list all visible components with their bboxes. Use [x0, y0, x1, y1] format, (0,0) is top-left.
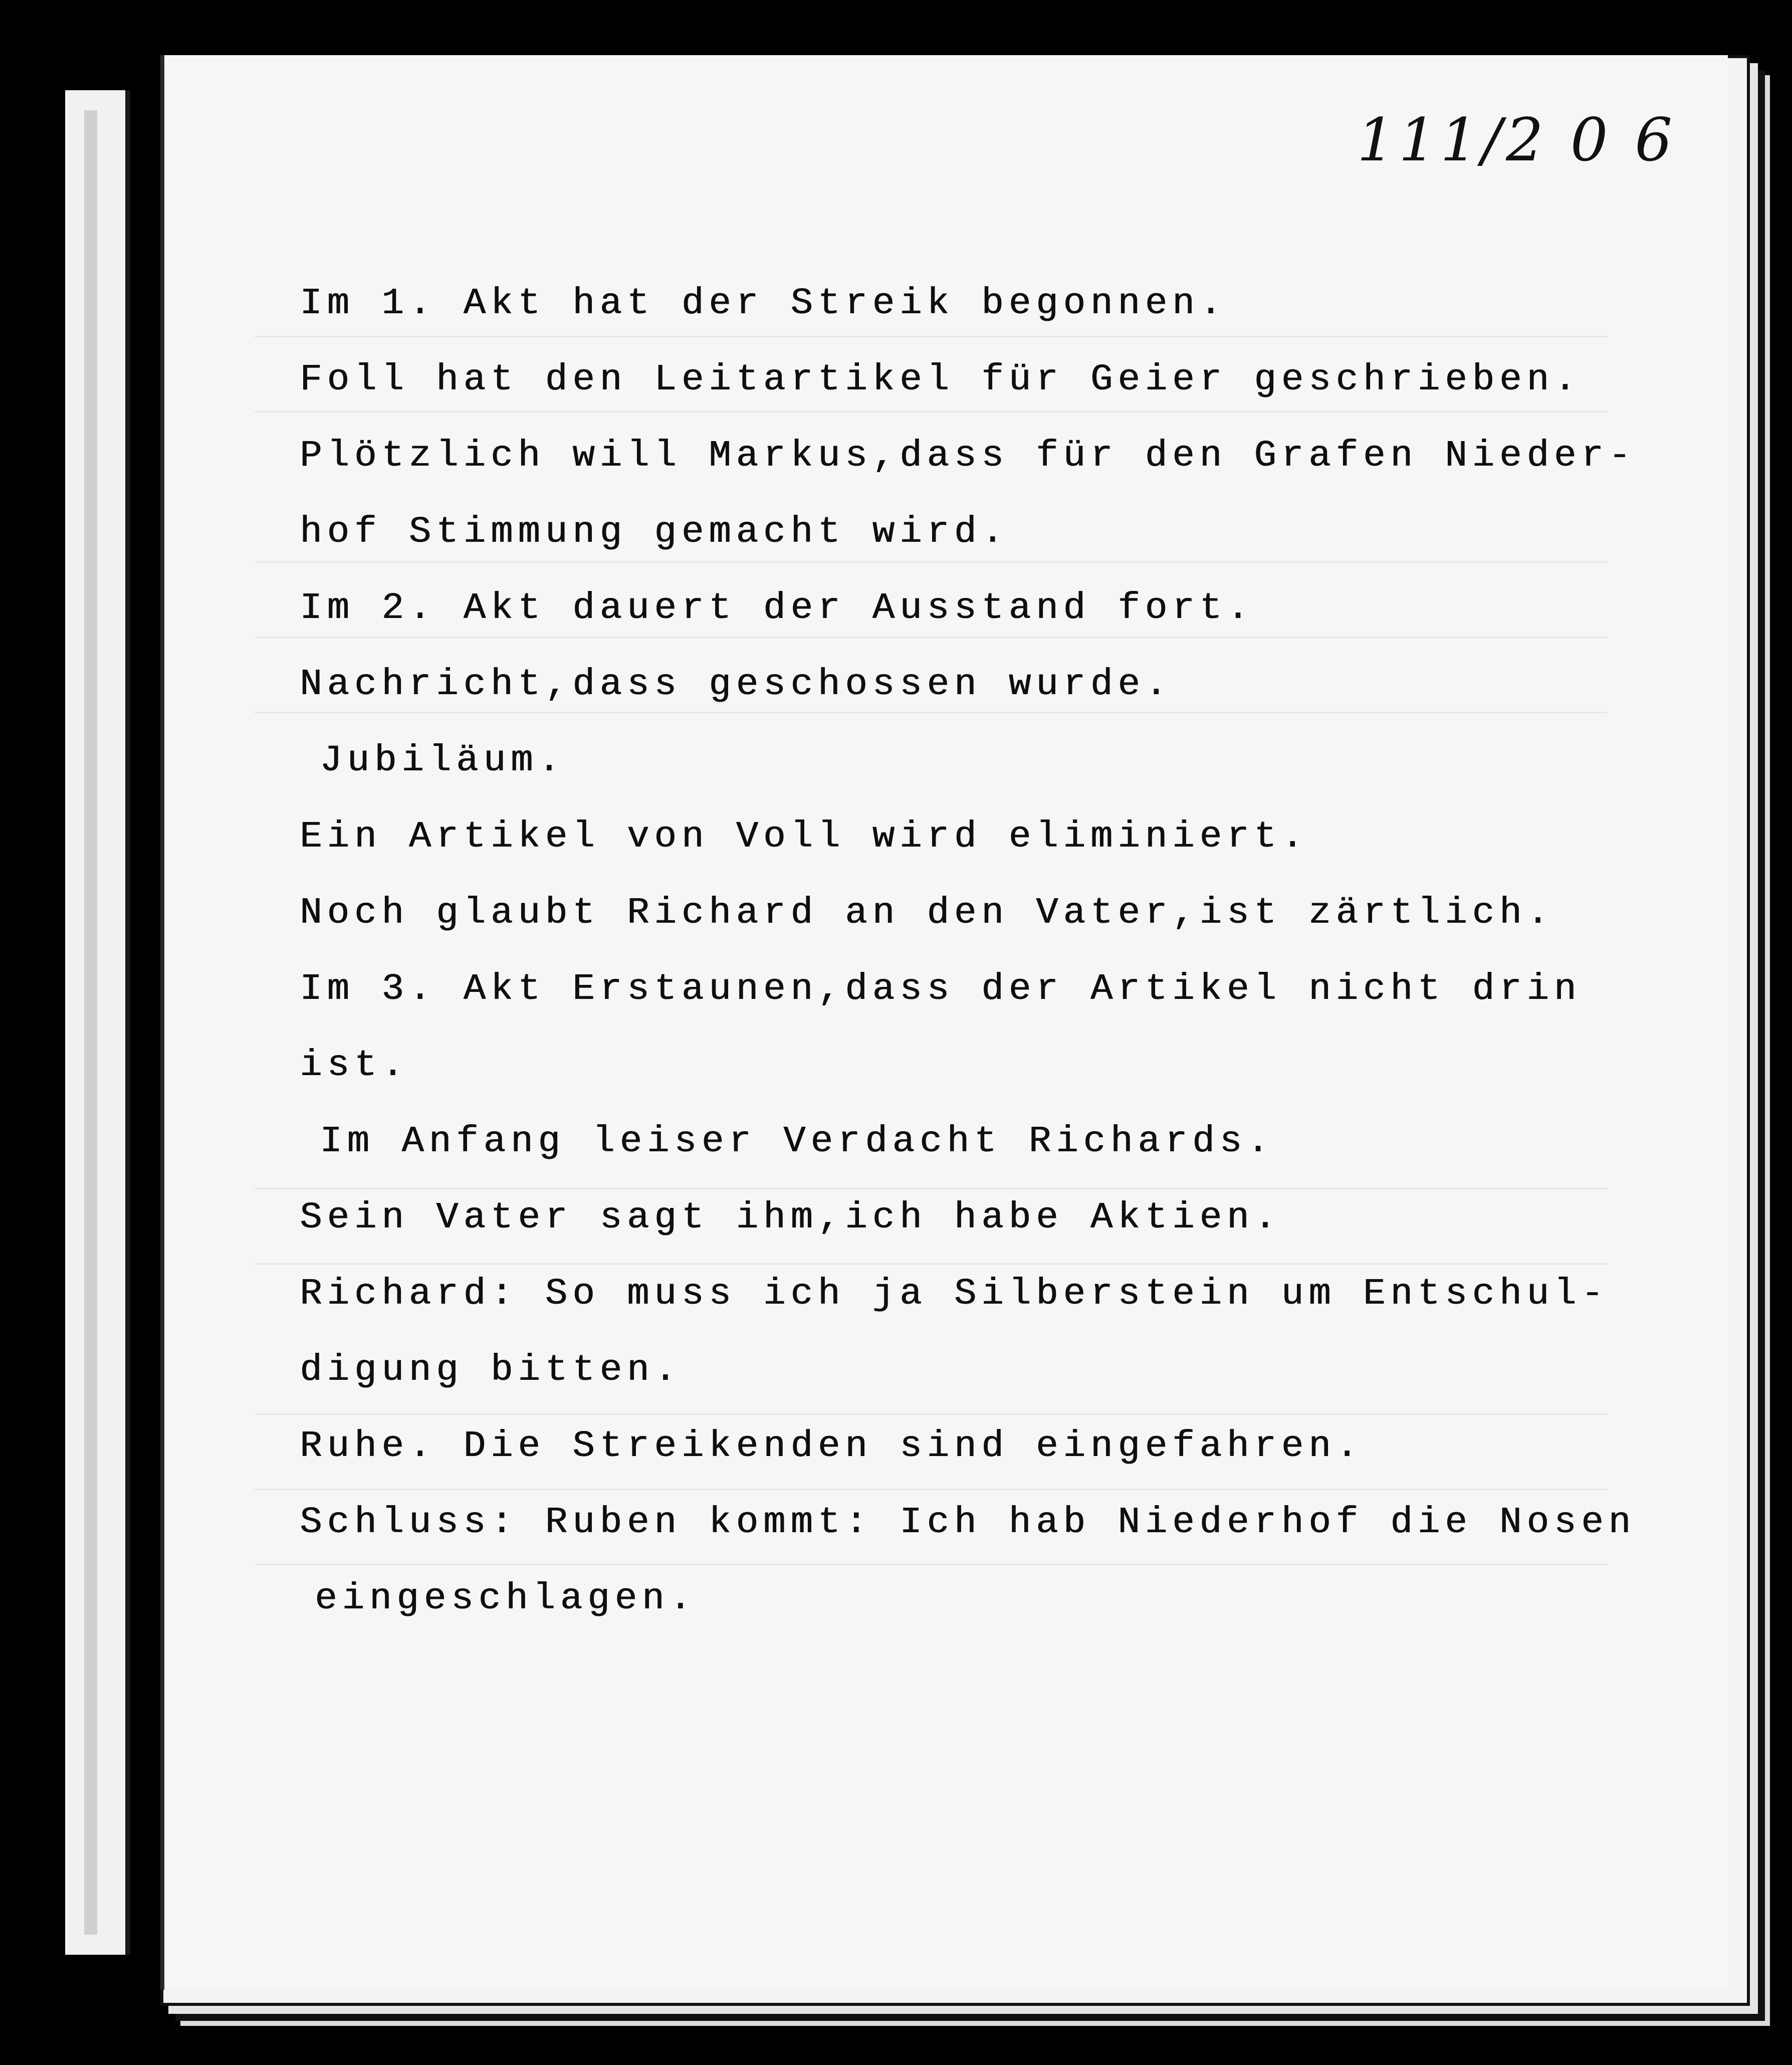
- text-line: Nachricht,dass geschossen wurde.: [300, 664, 1173, 706]
- binding-strip: [65, 90, 130, 1955]
- text-line: eingeschlagen.: [315, 1578, 697, 1620]
- text-line: Sein Vater sagt ihm,ich habe Aktien.: [300, 1197, 1281, 1239]
- text-line: Im 1. Akt hat der Streik begonnen.: [300, 283, 1227, 325]
- text-line: Noch glaubt Richard an den Vater,ist zärtlich.: [300, 892, 1554, 934]
- typed-text-block: [300, 266, 1636, 1637]
- text-line: digung bitten.: [300, 1349, 682, 1391]
- text-line: ist.: [300, 1045, 409, 1087]
- text-line: Im Anfang leiser Verdacht Richards.: [320, 1121, 1274, 1163]
- text-line: Richard: So muss ich ja Silberstein um Entschul-: [300, 1273, 1609, 1315]
- text-line: Ruhe. Die Streikenden sind eingefahren.: [300, 1425, 1363, 1468]
- text-line: Jubiläum.: [320, 740, 565, 782]
- text-line: Im 3. Akt Erstaunen,dass der Artikel nicht drin: [300, 968, 1582, 1010]
- typescript-page: [160, 55, 1728, 1990]
- text-line: Im 2. Akt dauert der Ausstand fort.: [300, 587, 1254, 630]
- text-line: Plötzlich will Markus,dass für den Grafen Nieder-: [300, 435, 1636, 477]
- text-line: Schluss: Ruben kommt: Ich hab Niederhof die Nosen: [300, 1502, 1636, 1544]
- folio-number: 111/2 0 6: [1357, 105, 1677, 174]
- text-line: Foll hat den Leitartikel für Geier geschrieben.: [300, 359, 1582, 401]
- text-line: Ein Artikel von Voll wird eliminiert.: [300, 816, 1309, 858]
- text-line: hof Stimmung gemacht wird.: [300, 511, 1009, 553]
